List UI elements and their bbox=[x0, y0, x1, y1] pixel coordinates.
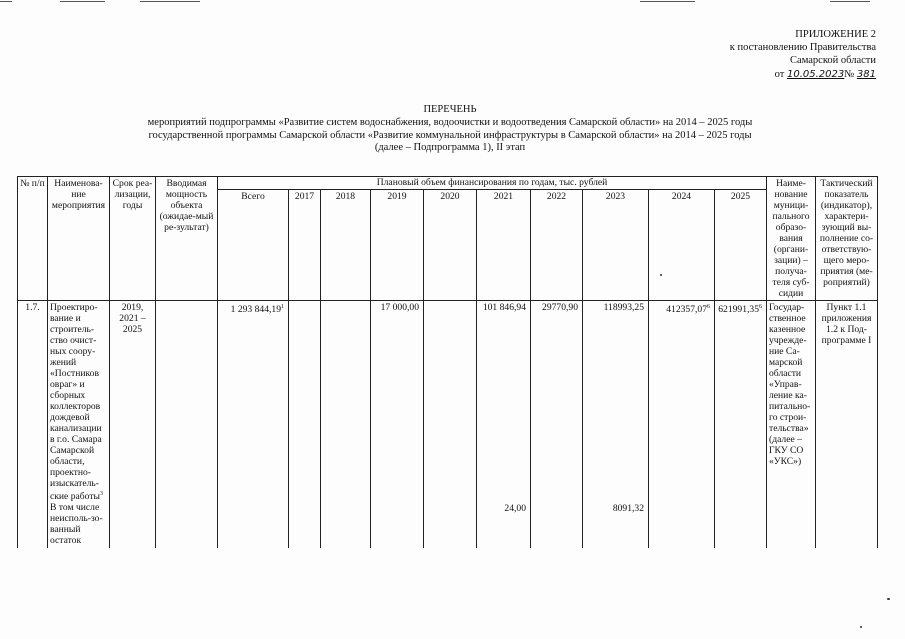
document-heading bbox=[100, 104, 800, 155]
header-year: 2022 bbox=[531, 190, 583, 301]
row-term: 2019, 2021 – 2025 bbox=[110, 301, 156, 503]
scan-speck bbox=[860, 626, 862, 628]
header-year: 2021 bbox=[477, 190, 531, 301]
subrow-2023: 8091,32 bbox=[583, 502, 649, 548]
header-year: 2020 bbox=[424, 190, 477, 301]
header-year: 2017 bbox=[289, 190, 321, 301]
measures-table bbox=[17, 176, 878, 548]
appendix-region: Самарской области bbox=[790, 55, 876, 67]
header-year: 2019 bbox=[371, 190, 424, 301]
header-year: 2024 bbox=[649, 190, 715, 301]
scan-speck bbox=[887, 598, 890, 600]
header-capacity: Вводимая мощность объекта (ожидае-мый ре-зультат) bbox=[156, 177, 218, 301]
row-2017 bbox=[289, 301, 321, 503]
document-title: ПЕРЕЧЕНЬ bbox=[423, 104, 477, 115]
header-num: № п/п bbox=[18, 177, 48, 301]
subrow-2021: 24,00 bbox=[477, 502, 531, 548]
row-indicator: Пункт 1.1 приложения 1.2 к Под-программе I bbox=[816, 301, 878, 503]
subrow-name: В том числе неисполь-зо-ванный остаток bbox=[48, 502, 110, 548]
appendix-date-line: от 10.05.2023№ 381 bbox=[774, 68, 876, 80]
row-2018 bbox=[321, 301, 371, 503]
header-year: 2025 bbox=[715, 190, 767, 301]
row-2022: 29770,90 bbox=[531, 301, 583, 503]
header-total: Всего bbox=[218, 190, 289, 301]
row-municipality: Государ-ственное казенное учрежде-ние Са-марской области «Управ-ление ка-питально-го строи-тельства» (далее – ГКУ СО «УКС») bbox=[767, 301, 816, 503]
header-year: 2018 bbox=[321, 190, 371, 301]
header-year: 2023 bbox=[583, 190, 649, 301]
row-2023: 118993,25 bbox=[583, 301, 649, 503]
appendix-block bbox=[696, 28, 876, 81]
heading-line-2: государственной программы Самарской области «Развитие коммунальной инфраструктуры в Самарской области» на 2014 – 2025 годы bbox=[148, 129, 752, 141]
row-total: 1 293 844,19$^1$ bbox=[218, 301, 289, 503]
row-capacity bbox=[156, 301, 218, 503]
scan-speck bbox=[660, 274, 662, 276]
appendix-resolution: к постановлению Правительства bbox=[729, 42, 876, 54]
table-subrow bbox=[18, 502, 878, 548]
appendix-title: ПРИЛОЖЕНИЕ 2 bbox=[795, 29, 876, 40]
row-2020 bbox=[424, 301, 477, 503]
row-2021: 101 846,94 bbox=[477, 301, 531, 503]
header-financing: Плановый объем финансирования по годам, тыс. рублей bbox=[218, 177, 767, 190]
header-municipality: Наиме-нование муници-пального образо-вания (органи-зации) – получа-теля суб-сидии bbox=[767, 177, 816, 301]
appendix-date: 10.05.2023 bbox=[786, 68, 845, 80]
header-indicator: Тактический показатель (индикатор), характери-зующий вы-полнение со-ответствую-щего меро-приятия (ме-роприятий) bbox=[816, 177, 878, 301]
appendix-number: 381 bbox=[856, 68, 876, 80]
heading-line-1: мероприятий подпрограммы «Развитие систем водоснабжения, водоочистки и водоотведения Самарской области» на 2014 – 2025 годы bbox=[147, 116, 753, 128]
row-2019: 17 000,00 bbox=[371, 301, 424, 503]
scan-edge-artifacts bbox=[0, 0, 905, 3]
header-term: Срок реа-лизации, годы bbox=[110, 177, 156, 301]
row-2024: 412357,07$^6$ bbox=[649, 301, 715, 503]
heading-line-3: (далее – Подпрограмма 1), II этап bbox=[374, 142, 526, 154]
row-num: 1.7. bbox=[18, 301, 48, 503]
row-2025: 621991,35$^6$ bbox=[715, 301, 767, 503]
header-name: Наименова-ние мероприятия bbox=[48, 177, 110, 301]
table-row bbox=[18, 301, 878, 503]
row-name: Проектиро-вание и строитель-ство очист-ных соору-жений «Постников овраг» и сборных коллекторов дождевой канализации в г.о. Самара Самарской области, проектно-изыскатель-ские работы$^3$ bbox=[48, 301, 110, 503]
